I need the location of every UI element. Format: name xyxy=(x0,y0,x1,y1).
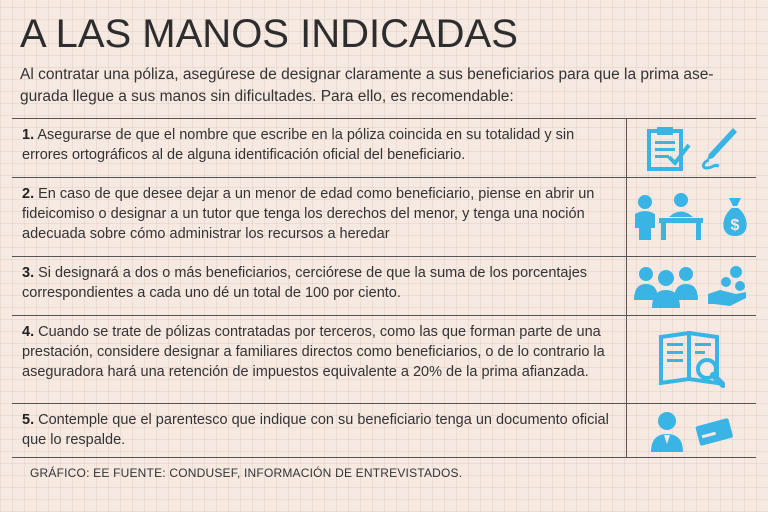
item-text-4 xyxy=(22,322,622,382)
item-icons-3 xyxy=(626,257,757,315)
money-bag-icon xyxy=(719,196,751,238)
item-icons-1 xyxy=(626,119,757,177)
list-item xyxy=(12,257,756,316)
item-text-5 xyxy=(22,410,622,450)
list-item xyxy=(12,316,756,404)
item-text-3 xyxy=(22,263,622,303)
open-book-magnifier-icon xyxy=(659,331,725,389)
list-item xyxy=(12,178,756,257)
item-body: Cuando se trate de pólizas contratadas por terceros, como las que forman parte de una prestación, considere designar a familiares directos como beneficiarios, o de lo contrario la aseguradora hará una retención de impuestos equivalente a 20% de la prima afianzada. xyxy=(22,324,605,380)
person-avatar-icon xyxy=(649,410,685,452)
item-body: En caso de que desee dejar a un menor de edad como beneficiario, piense en abrir un fideicomiso o designar a un tutor que tenga los derechos del menor, y tenga una noción adecuada sobre cómo administrar los recursos a heredar xyxy=(22,186,595,242)
group-icon xyxy=(634,264,698,308)
list-item xyxy=(12,404,756,457)
item-icons-5 xyxy=(626,404,757,457)
page-title: A LAS MANOS INDICADAS xyxy=(20,12,518,56)
people-at-desk-icon xyxy=(633,192,711,242)
hand-coins-icon xyxy=(706,264,750,308)
item-text-2 xyxy=(22,184,622,244)
item-body: Si designará a dos o más beneficiarios, cerciórese de que la suma de los porcentajes correspondientes a cada uno dé un total de 100 por ciento. xyxy=(22,265,588,301)
list-item xyxy=(12,119,756,178)
item-text-1 xyxy=(22,125,622,165)
svg-text:$: $ xyxy=(730,217,740,234)
item-number: 2. xyxy=(22,186,35,202)
item-number: 3. xyxy=(22,265,35,281)
item-number: 1. xyxy=(22,127,35,143)
footer-credits: GRÁFICO: EE FUENTE: CONDUSEF, INFORMACIÓN DE ENTREVISTADOS. xyxy=(30,466,463,480)
item-icons-4 xyxy=(626,316,757,403)
item-body: Asegurarse de que el nombre que escribe en la póliza coincida en su totalidad y sin errores ortográficos al de alguna identificación oficial del beneficiario. xyxy=(22,127,575,163)
clipboard-check-icon xyxy=(645,125,691,171)
intro-text: Al contratar una póliza, asegúrese de designar claramente a sus beneficiarios para que la prima ase- gurada llegue a sus manos sin dificultades. Para ello, es recomendable: xyxy=(20,66,714,105)
item-number: 5. xyxy=(22,412,35,428)
pen-icon xyxy=(699,126,739,170)
item-body: Contemple que el parentesco que indique con su beneficiario tenga un documento oficial que lo respalde. xyxy=(22,412,609,448)
item-icons-2 xyxy=(626,178,757,256)
id-card-icon xyxy=(693,416,735,446)
recommendations-table xyxy=(12,118,756,458)
item-number: 4. xyxy=(22,324,35,340)
